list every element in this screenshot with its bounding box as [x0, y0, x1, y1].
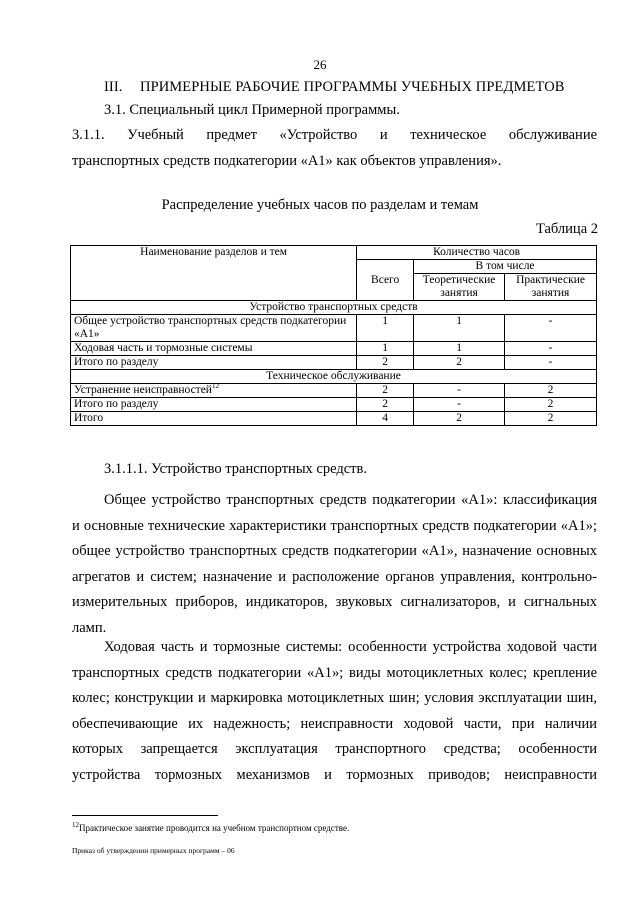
subject-word: и [379, 127, 388, 143]
row-practice: 2 [505, 384, 597, 398]
row-theory: 2 [414, 412, 505, 426]
table-row [71, 342, 597, 356]
row-name: Итого по разделу [71, 398, 357, 412]
table-header-row [71, 246, 597, 260]
header-hours: Количество часов [357, 246, 597, 260]
header-practice: Практические занятия [505, 274, 597, 301]
footnote-mark: 12 [72, 821, 79, 829]
hours-table [70, 245, 597, 426]
row-theory: - [414, 384, 505, 398]
row-theory: 1 [414, 342, 505, 356]
paragraph-line: агрегатов и систем; назначение и расположение органов управления, контрольно- [72, 568, 597, 585]
subject-word: «Устройство [279, 127, 358, 143]
paragraph-line: Ходовая часть и тормозные системы: особенности устройства ходовой части [104, 639, 597, 655]
row-total: 2 [357, 384, 414, 398]
row-name: Итого [71, 412, 357, 426]
header-including: В том числе [414, 260, 597, 274]
paragraph-line: устройства тормозных механизмов и тормозных приводов; неисправности [72, 766, 597, 783]
paragraph-line: обеспечивающие их надежность; неисправности ходовой части, при наличии [72, 715, 597, 732]
row-practice: - [505, 315, 597, 342]
footnote [72, 823, 349, 833]
footnote-mark: 12 [211, 382, 219, 391]
paragraph-line: измерительных приборов, индикаторов, звуковых сигнализаторов, и сигнальных [72, 594, 597, 610]
section-title: ПРИМЕРНЫЕ РАБОЧИЕ ПРОГРАММЫ УЧЕБНЫХ ПРЕДМЕТОВ [140, 79, 565, 95]
subject-word: Учебный [127, 127, 184, 143]
section-1-title: Устройство транспортных средств [71, 301, 597, 315]
table-caption: Распределение учебных часов по разделам и темам [161, 197, 479, 213]
table-total-row [71, 412, 597, 426]
row-total: 4 [357, 412, 414, 426]
row-practice: - [505, 342, 597, 356]
row-practice: 2 [505, 398, 597, 412]
paragraph-line: которых запрещается эксплуатация транспортного средства; особенности [72, 741, 597, 757]
paragraph-line: Общее устройство транспортных средств подкатегории «А1»: классификация [104, 492, 597, 508]
page-number: 26 [313, 57, 327, 72]
subsection-heading: 3.1. Специальный цикл Примерной программы. [104, 102, 400, 118]
section-heading [104, 79, 565, 96]
topic-heading: 3.1.1.1. Устройство транспортных средств. [104, 461, 367, 477]
footnote-divider [72, 815, 218, 816]
table-row [71, 315, 597, 342]
subject-title-line-1 [72, 123, 597, 147]
row-total: 2 [357, 356, 414, 370]
paragraph-line: и основные технические характеристики транспортных средств подкатегории «А1»; [72, 517, 597, 534]
row-theory: 2 [414, 356, 505, 370]
subject-word: обслуживание [508, 127, 598, 143]
row-name: Ходовая часть и тормозные системы [71, 342, 357, 356]
paragraph-1 [72, 488, 597, 641]
section-2-title: Техническое обслуживание [71, 370, 597, 384]
header-total: Всего [357, 260, 414, 301]
table-section-row [71, 370, 597, 384]
paragraph-2 [72, 635, 597, 788]
row-name: Общее устройство транспортных средств подкатегории «А1» [71, 315, 357, 342]
row-name: Итого по разделу [71, 356, 357, 370]
paragraph-line: общее устройство транспортных средств подкатегории «А1», назначение основных [72, 543, 597, 559]
footnote-text: Практическое занятие проводится на учебном транспортном средстве. [79, 823, 350, 833]
row-theory: 1 [414, 315, 505, 342]
paragraph-line: ламп. [72, 619, 107, 636]
header-theory: Теоретические занятия [414, 274, 505, 301]
row-name-cell [71, 384, 357, 398]
row-practice: - [505, 356, 597, 370]
subject-word: 3.1.1. [72, 127, 105, 143]
subject-title-line-2: транспортных средств подкатегории «А1» как объектов управления». [72, 153, 502, 169]
row-theory: - [414, 398, 505, 412]
subject-word: техническое [410, 127, 487, 143]
table-section-row [71, 301, 597, 315]
subject-word: предмет [206, 127, 257, 143]
table-row [71, 384, 597, 398]
paragraph-line: колес; конструкции и маркировка мотоциклетных шин; условия эксплуатации шин, [72, 690, 597, 706]
paragraph-line: транспортных средств подкатегории «А1»; виды мотоциклетных колес; крепление [72, 664, 597, 681]
row-practice: 2 [505, 412, 597, 426]
row-total: 1 [357, 342, 414, 356]
row-name: Устранение неисправностей [74, 384, 212, 396]
header-name: Наименование разделов и тем [71, 246, 357, 301]
table-number: Таблица 2 [535, 221, 598, 237]
section-number: III. [104, 79, 123, 95]
row-total: 2 [357, 398, 414, 412]
page-footer: Приказ об утверждении примерных программ – 06 [72, 846, 235, 855]
table-row [71, 356, 597, 370]
row-total: 1 [357, 315, 414, 342]
table-row [71, 398, 597, 412]
